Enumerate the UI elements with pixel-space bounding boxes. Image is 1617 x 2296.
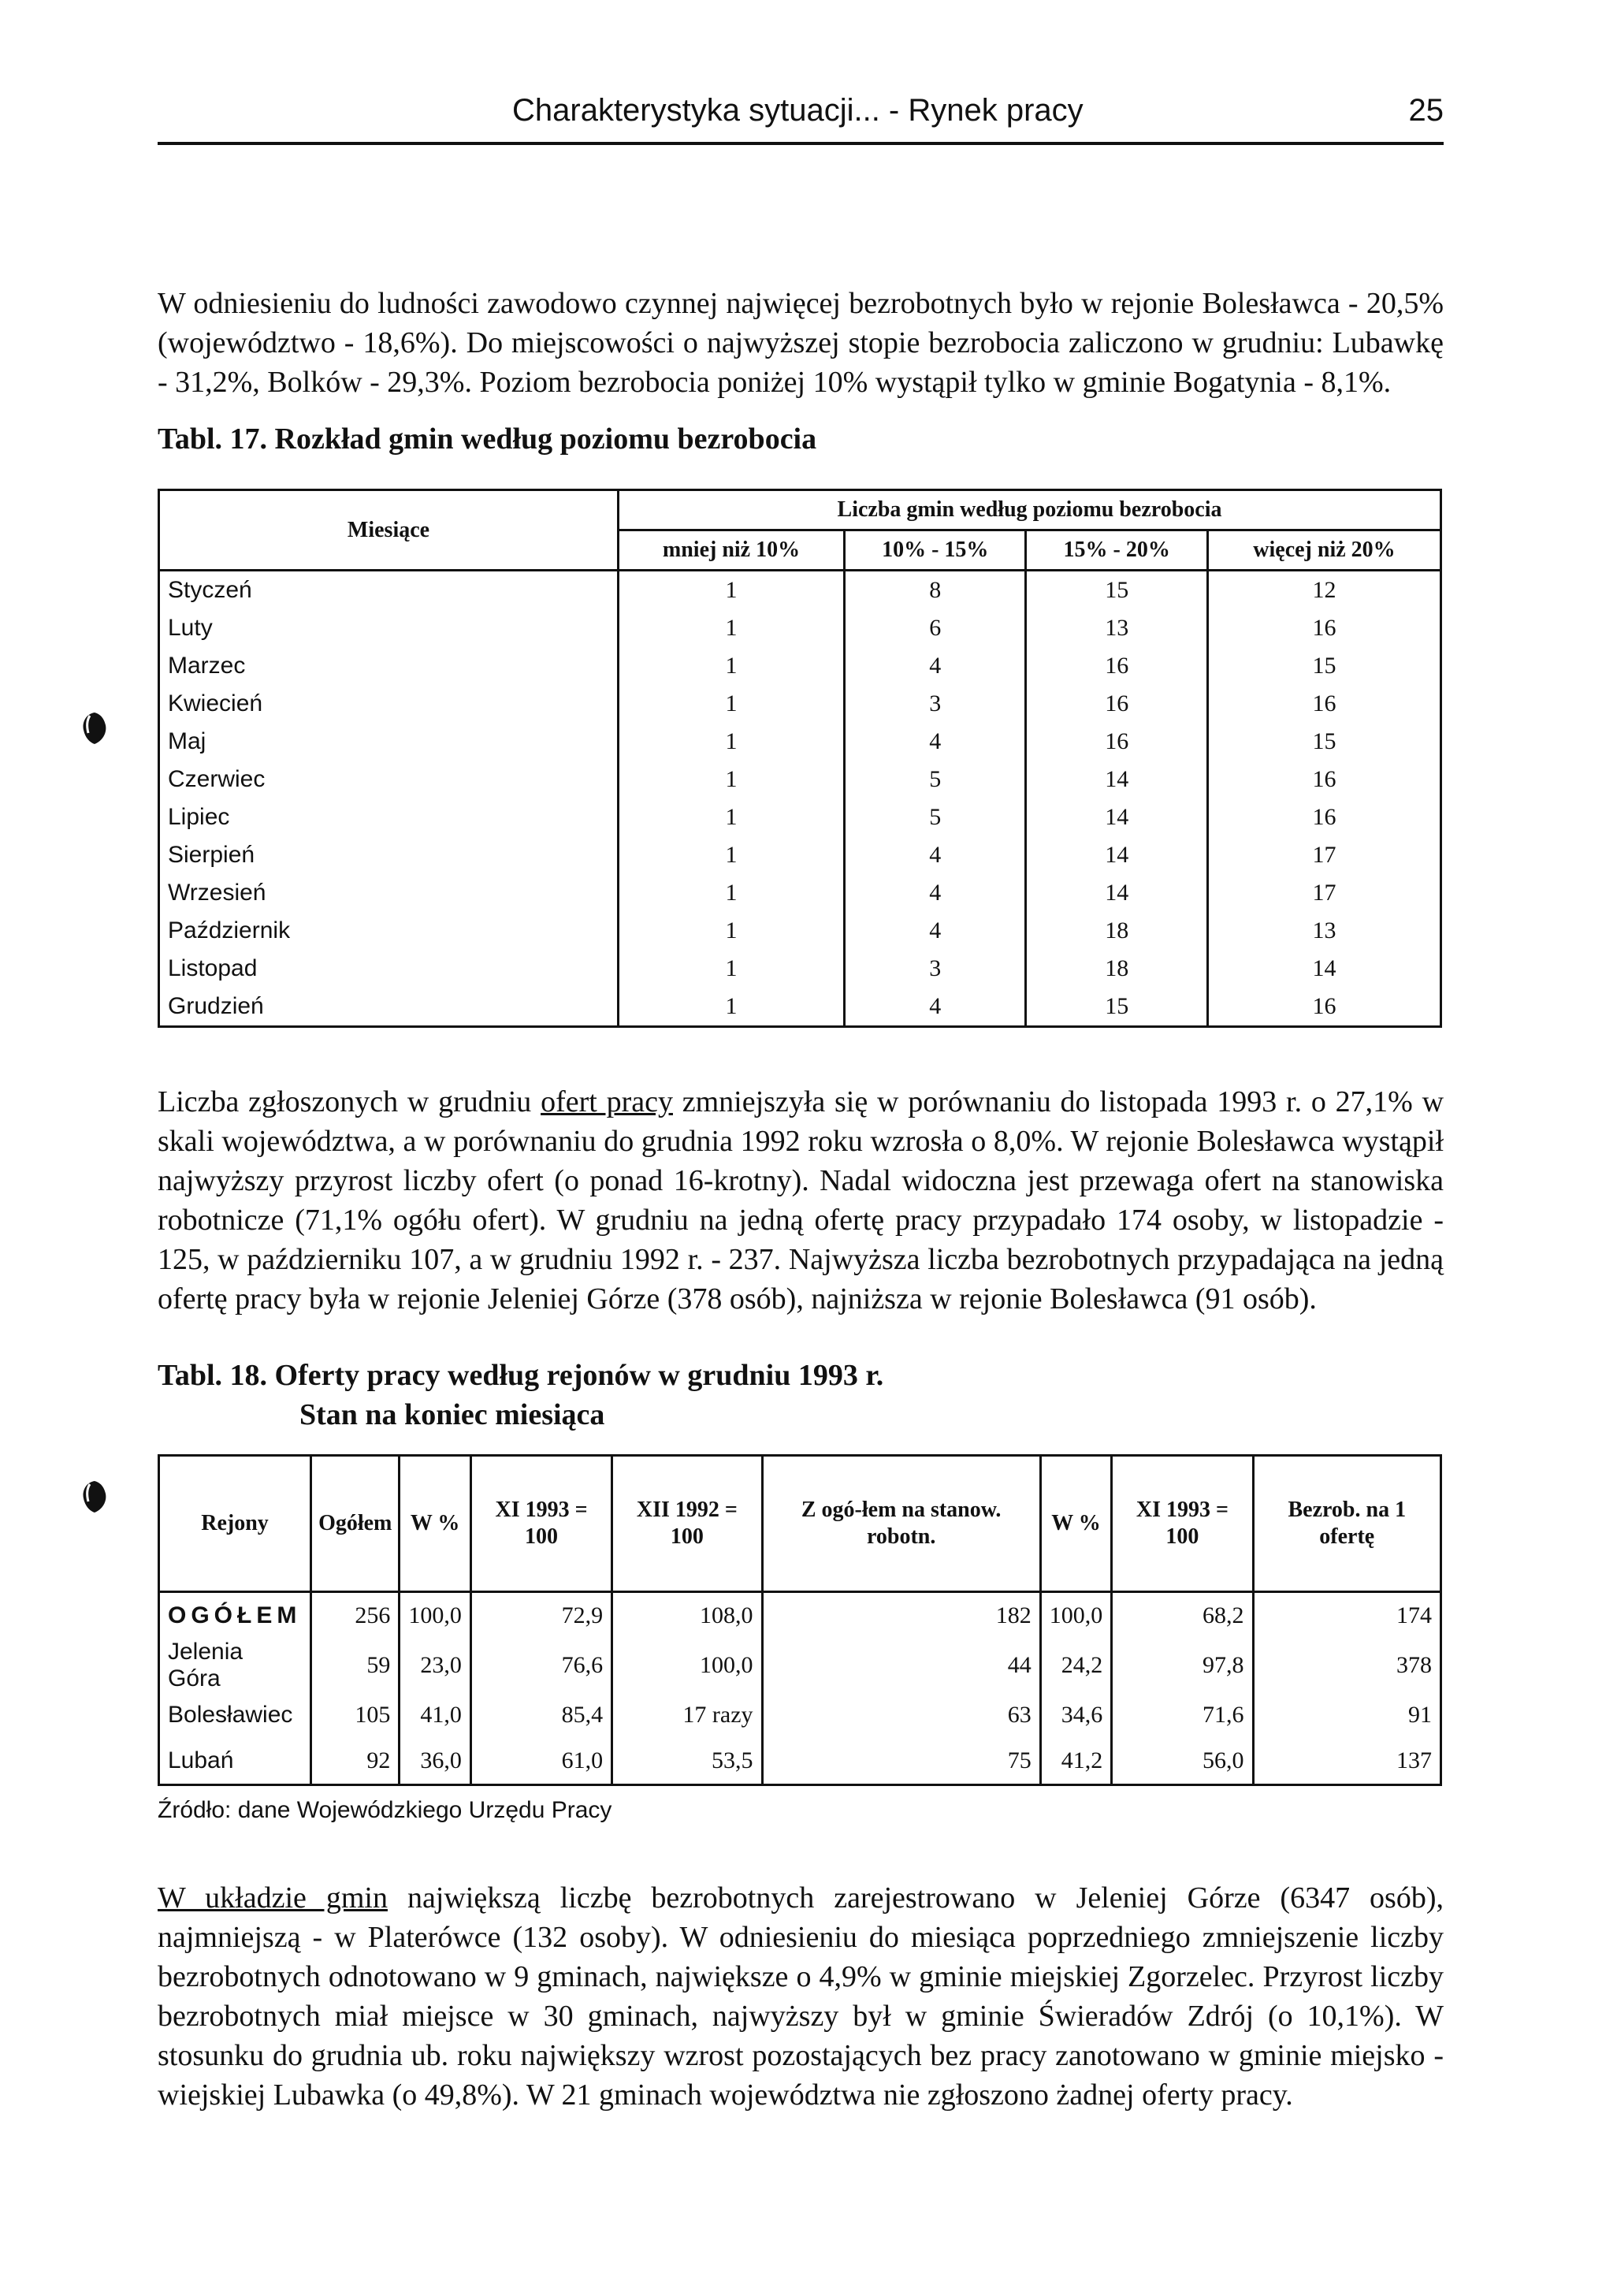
table-17-caption: Tabl. 17. Rozkład gmin według poziomu bezrobocia — [158, 422, 817, 456]
value-cell: 76,6 — [470, 1639, 611, 1692]
count-cell: 5 — [845, 761, 1026, 798]
table-18-caption — [158, 1356, 883, 1435]
table-18-col-header: XI 1993 = 100 — [1112, 1456, 1253, 1592]
month-cell: Lipiec — [159, 798, 619, 836]
table-17-row — [159, 723, 1441, 761]
count-cell: 14 — [1026, 761, 1207, 798]
source-note: Źródło: dane Wojewódzkiego Urzędu Pracy — [158, 1797, 612, 1823]
count-cell: 14 — [1207, 950, 1440, 988]
month-cell: Czerwiec — [159, 761, 619, 798]
col-header: więcej niż 20% — [1207, 530, 1440, 571]
table-17-row — [159, 912, 1441, 950]
paragraph-1: W odniesieniu do ludności zawodowo czynnej najwięcej bezrobotnych było w rejonie Bolesławca - 20,5% (województwo - 18,6%). Do miejscowości o najwyższej stopie bezrobocia zaliczono w grudniu: Lubawkę - 31,2%, Bolków - 29,3%. Poziom bezrobocia poniżej 10% wystąpił tylko w gminie Bogatynia - 8,1%. — [158, 287, 1444, 399]
table-18-col-header: Ogółem — [311, 1456, 400, 1592]
paragraph-2-lead: Liczba zgłoszonych w grudniu — [158, 1085, 541, 1118]
count-cell: 15 — [1026, 571, 1207, 610]
punch-hole-mark — [79, 1478, 110, 1514]
region-cell: Bolesławiec — [159, 1692, 311, 1738]
count-cell: 15 — [1207, 647, 1440, 685]
paragraph-2-rest: zmniejszyła się w porównaniu do listopada 1993 r. o 27,1% w skali województwa, a w porównaniu do grudnia 1992 roku wzrosła o 8,0%. W rejonie Bolesławca wystąpił najwyższy przyrost liczby ofert (o ponad 16-krotny). Nadal widoczna jest przewaga ofert na stanowiska robotnicze (71,1% ogółu ofert). W grudniu na jedną ofertę pracy przypadało 174 osoby, w listopadzie - 125, w październiku 107, a w grudniu 1992 r. - 237. Najwyższa liczba bezrobotnych przypadająca na jedną ofertę pracy była w rejonie Jeleniej Górze (378 osób), najniższa w rejonie Bolesławca (91 osób). — [158, 1085, 1444, 1315]
count-cell: 1 — [619, 912, 845, 950]
table-18-col-header: W % — [400, 1456, 471, 1592]
count-cell: 6 — [845, 609, 1026, 647]
table-18 — [158, 1454, 1442, 1786]
table-18-col-header: Z ogó-łem na stanow. robotn. — [762, 1456, 1040, 1592]
table-18-caption-line2: Stan na koniec miesiąca — [299, 1398, 605, 1431]
table-18-col-header: Bezrob. na 1 ofertę — [1253, 1456, 1440, 1592]
count-cell: 15 — [1026, 988, 1207, 1027]
table-17-row — [159, 647, 1441, 685]
count-cell: 3 — [845, 685, 1026, 723]
value-cell: 34,6 — [1040, 1692, 1112, 1738]
count-cell: 4 — [845, 647, 1026, 685]
value-cell: 68,2 — [1112, 1592, 1253, 1639]
table-17-row — [159, 571, 1441, 610]
month-cell: Wrzesień — [159, 874, 619, 912]
value-cell: 53,5 — [612, 1738, 762, 1785]
table-17-row — [159, 609, 1441, 647]
value-cell: 85,4 — [470, 1692, 611, 1738]
table-18-col-header: XI 1993 = 100 — [470, 1456, 611, 1592]
value-cell: 100,0 — [400, 1592, 471, 1639]
count-cell: 16 — [1207, 798, 1440, 836]
table-18-caption-line1: Tabl. 18. Oferty pracy według rejonów w grudniu 1993 r. — [158, 1359, 884, 1392]
value-cell: 256 — [311, 1592, 400, 1639]
punch-hole-mark — [79, 709, 110, 746]
table-17-row — [159, 836, 1441, 874]
month-cell: Luty — [159, 609, 619, 647]
month-cell: Styczeń — [159, 571, 619, 610]
value-cell: 137 — [1253, 1738, 1440, 1785]
count-cell: 4 — [845, 874, 1026, 912]
count-cell: 1 — [619, 647, 845, 685]
count-cell: 4 — [845, 836, 1026, 874]
count-cell: 16 — [1026, 685, 1207, 723]
count-cell: 16 — [1207, 761, 1440, 798]
table-18-row — [159, 1738, 1441, 1785]
count-cell: 4 — [845, 912, 1026, 950]
month-cell: Maj — [159, 723, 619, 761]
count-cell: 4 — [845, 723, 1026, 761]
count-cell: 17 — [1207, 874, 1440, 912]
count-cell: 1 — [619, 723, 845, 761]
count-cell: 1 — [619, 836, 845, 874]
value-cell: 97,8 — [1112, 1639, 1253, 1692]
count-cell: 16 — [1026, 647, 1207, 685]
count-cell: 5 — [845, 798, 1026, 836]
table-18-col-header: W % — [1040, 1456, 1112, 1592]
count-cell: 18 — [1026, 950, 1207, 988]
page-number: 25 — [1408, 93, 1444, 128]
col-header: 15% - 20% — [1026, 530, 1207, 571]
table-17-row — [159, 950, 1441, 988]
value-cell: 72,9 — [470, 1592, 611, 1639]
count-cell: 1 — [619, 761, 845, 798]
count-cell: 14 — [1026, 836, 1207, 874]
value-cell: 36,0 — [400, 1738, 471, 1785]
count-cell: 14 — [1026, 874, 1207, 912]
region-cell: OGÓŁEM — [159, 1592, 311, 1639]
value-cell: 17 razy — [612, 1692, 762, 1738]
count-cell: 16 — [1207, 988, 1440, 1027]
region-cell: Jelenia Góra — [159, 1639, 311, 1692]
value-cell: 91 — [1253, 1692, 1440, 1738]
count-cell: 4 — [845, 988, 1026, 1027]
table-17-row — [159, 685, 1441, 723]
value-cell: 108,0 — [612, 1592, 762, 1639]
month-cell: Marzec — [159, 647, 619, 685]
count-cell: 12 — [1207, 571, 1440, 610]
value-cell: 41,2 — [1040, 1738, 1112, 1785]
count-cell: 16 — [1207, 685, 1440, 723]
table-17-row — [159, 988, 1441, 1027]
paragraph-3 — [158, 1878, 1444, 2115]
value-cell: 92 — [311, 1738, 400, 1785]
count-cell: 1 — [619, 609, 845, 647]
table-18-row — [159, 1692, 1441, 1738]
value-cell: 182 — [762, 1592, 1040, 1639]
month-cell: Listopad — [159, 950, 619, 988]
table-18-col-header: XII 1992 = 100 — [612, 1456, 762, 1592]
month-cell: Kwiecień — [159, 685, 619, 723]
paragraph-2 — [158, 1082, 1444, 1319]
count-cell: 15 — [1207, 723, 1440, 761]
value-cell: 63 — [762, 1692, 1040, 1738]
count-cell: 13 — [1026, 609, 1207, 647]
paragraph-3-underlined: W układzie gmin — [158, 1881, 388, 1915]
table-18-col-header: Rejony — [159, 1456, 311, 1592]
count-cell: 17 — [1207, 836, 1440, 874]
value-cell: 174 — [1253, 1592, 1440, 1639]
value-cell: 61,0 — [470, 1738, 611, 1785]
value-cell: 56,0 — [1112, 1738, 1253, 1785]
count-cell: 1 — [619, 685, 845, 723]
table-18-row — [159, 1639, 1441, 1692]
region-cell: Lubań — [159, 1738, 311, 1785]
value-cell: 71,6 — [1112, 1692, 1253, 1738]
value-cell: 75 — [762, 1738, 1040, 1785]
count-cell: 1 — [619, 571, 845, 610]
month-cell: Grudzień — [159, 988, 619, 1027]
value-cell: 23,0 — [400, 1639, 471, 1692]
count-cell: 1 — [619, 798, 845, 836]
count-cell: 1 — [619, 874, 845, 912]
count-cell: 1 — [619, 950, 845, 988]
count-cell: 14 — [1026, 798, 1207, 836]
table-17-row — [159, 874, 1441, 912]
paragraph-3-rest: największą liczbę bezrobotnych zarejestrowano w Jeleniej Górze (6347 osób), najmniejszą - w Platerówce (132 osoby). W odniesieniu do miesiąca poprzedniego zmniejszenie liczby bezrobotnych odnotowano w 9 gminach, największe o 4,9% w gminie miejskiej Zgorzelec. Przyrost liczby bezrobotnych miał miejsce w 30 gminach, najwyższy był w gminie Świeradów Zdrój (o 10,1%). W stosunku do grudnia ub. roku największy wzrost pozostających bez pracy zanotowano w gminie miejsko - wiejskiej Lubawka (o 49,8%). W 21 gminach województwa nie zgłoszono żadnej oferty pracy. — [158, 1881, 1444, 2112]
month-cell: Sierpień — [159, 836, 619, 874]
running-header — [158, 88, 1444, 145]
count-cell: 3 — [845, 950, 1026, 988]
table-17-row — [159, 761, 1441, 798]
value-cell: 44 — [762, 1639, 1040, 1692]
count-cell: 16 — [1026, 723, 1207, 761]
month-cell: Październik — [159, 912, 619, 950]
months-header: Miesiące — [159, 490, 619, 571]
value-cell: 378 — [1253, 1639, 1440, 1692]
count-cell: 16 — [1207, 609, 1440, 647]
table-17 — [158, 489, 1442, 1028]
col-header: mniej niż 10% — [619, 530, 845, 571]
table-18-row — [159, 1592, 1441, 1639]
table-17-row — [159, 798, 1441, 836]
value-cell: 105 — [311, 1692, 400, 1738]
paragraph-2-underlined: ofert pracy — [541, 1085, 673, 1118]
count-cell: 8 — [845, 571, 1026, 610]
count-cell: 13 — [1207, 912, 1440, 950]
value-cell: 100,0 — [1040, 1592, 1112, 1639]
value-cell: 100,0 — [612, 1639, 762, 1692]
value-cell: 59 — [311, 1639, 400, 1692]
value-cell: 24,2 — [1040, 1639, 1112, 1692]
count-cell: 1 — [619, 988, 845, 1027]
header-title: Charakterystyka sytuacji... - Rynek pracy — [512, 93, 1084, 128]
value-cell: 41,0 — [400, 1692, 471, 1738]
count-cell: 18 — [1026, 912, 1207, 950]
col-header: 10% - 15% — [845, 530, 1026, 571]
group-header: Liczba gmin według poziomu bezrobocia — [619, 490, 1441, 530]
